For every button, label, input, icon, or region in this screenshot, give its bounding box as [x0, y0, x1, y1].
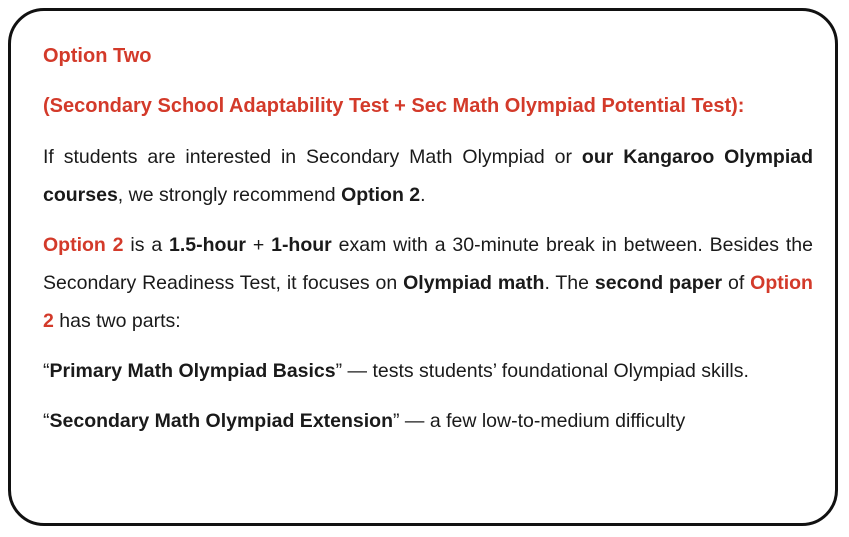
second-paper-text: second paper [594, 272, 723, 294]
card-content [43, 37, 813, 452]
text-span: . The [544, 272, 595, 294]
text-span: . [420, 184, 426, 206]
text-span: has two parts: [53, 310, 181, 332]
text-span: , we strongly recommend [117, 184, 342, 206]
duration-1: 1.5-hour [169, 234, 246, 256]
secondary-extension-text: Secondary Math Olympiad Extension [49, 410, 393, 432]
text-span: “ [43, 360, 50, 382]
duration-2: 1-hour [271, 234, 332, 256]
option-2-text: Option 2 [341, 184, 421, 206]
text-span: + [245, 234, 272, 256]
text-span: of [722, 272, 751, 294]
option-title: Option Two [43, 45, 152, 67]
olympiad-math-text: Olympiad math [403, 272, 545, 294]
text-span: is a [123, 234, 170, 256]
exam-description-paragraph [43, 226, 813, 340]
text-span: ” — a few low-to-medium difficulty [393, 410, 686, 432]
recommendation-paragraph [43, 138, 813, 214]
option-subtitle: (Secondary School Adaptability Test + Sec Math Olympiad Potential Test): [43, 95, 745, 117]
part-one-paragraph [43, 352, 813, 390]
text-span: ” — tests students’ foundational Olympiad skills. [335, 360, 749, 382]
text-span: “ [43, 410, 50, 432]
option-2-highlight: Option 2 [43, 272, 813, 332]
text-span: exam with a 30-minute break in between. Besides the Secondary Readiness Test, it focuses on [43, 234, 813, 294]
part-two-paragraph [43, 402, 813, 440]
primary-basics-text: Primary Math Olympiad Basics [49, 360, 336, 382]
option-2-highlight: Option 2 [43, 234, 124, 256]
info-card [8, 8, 838, 526]
text-span: If students are interested in Secondary Math Olympiad or [43, 146, 582, 168]
kangaroo-courses-text: our Kangaroo Olympiad courses [43, 146, 813, 206]
